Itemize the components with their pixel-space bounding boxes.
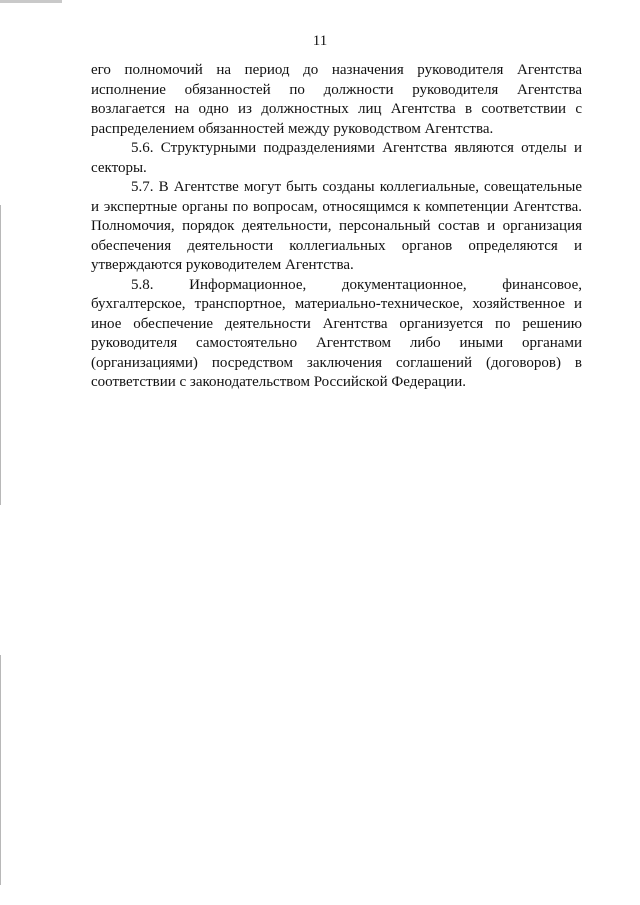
page-number: 11 <box>312 33 328 49</box>
document-body <box>91 61 582 393</box>
paragraph-5-8: 5.8. Информационное, документационное, финансовое, бухгалтерское, транспортное, материально-техническое, хозяйственное и иное обеспечение деятельности Агентства организуется по решению руководителя самостоятельно Агентством либо иными органами (организациями) посредством заключения соглашений (договоров) в соответствии с законодательством Российской Федерации. <box>91 276 582 390</box>
scan-edge-line <box>0 205 1 505</box>
paragraph-continuation: его полномочий на период до назначения руководителя Агентства исполнение обязанностей по должности руководителя Агентства возлагается на одно из должностных лиц Агентства в соответствии с распределением обязанностей между руководством Агентства. <box>91 62 582 137</box>
paragraph-5-6: 5.6. Структурными подразделениями Агентства являются отделы и секторы. <box>91 140 582 176</box>
paragraph-5-7: 5.7. В Агентстве могут быть созданы коллегиальные, совещательные и экспертные органы по вопросам, относящимся к компетенции Агентства. Полномочия, порядок деятельности, персональный состав и организация обеспечения деятельности коллегиальных органов определяются и утверждаются руководителем Агентства. <box>91 179 582 273</box>
scan-edge-mark <box>0 0 62 3</box>
scan-edge-line <box>0 655 1 885</box>
